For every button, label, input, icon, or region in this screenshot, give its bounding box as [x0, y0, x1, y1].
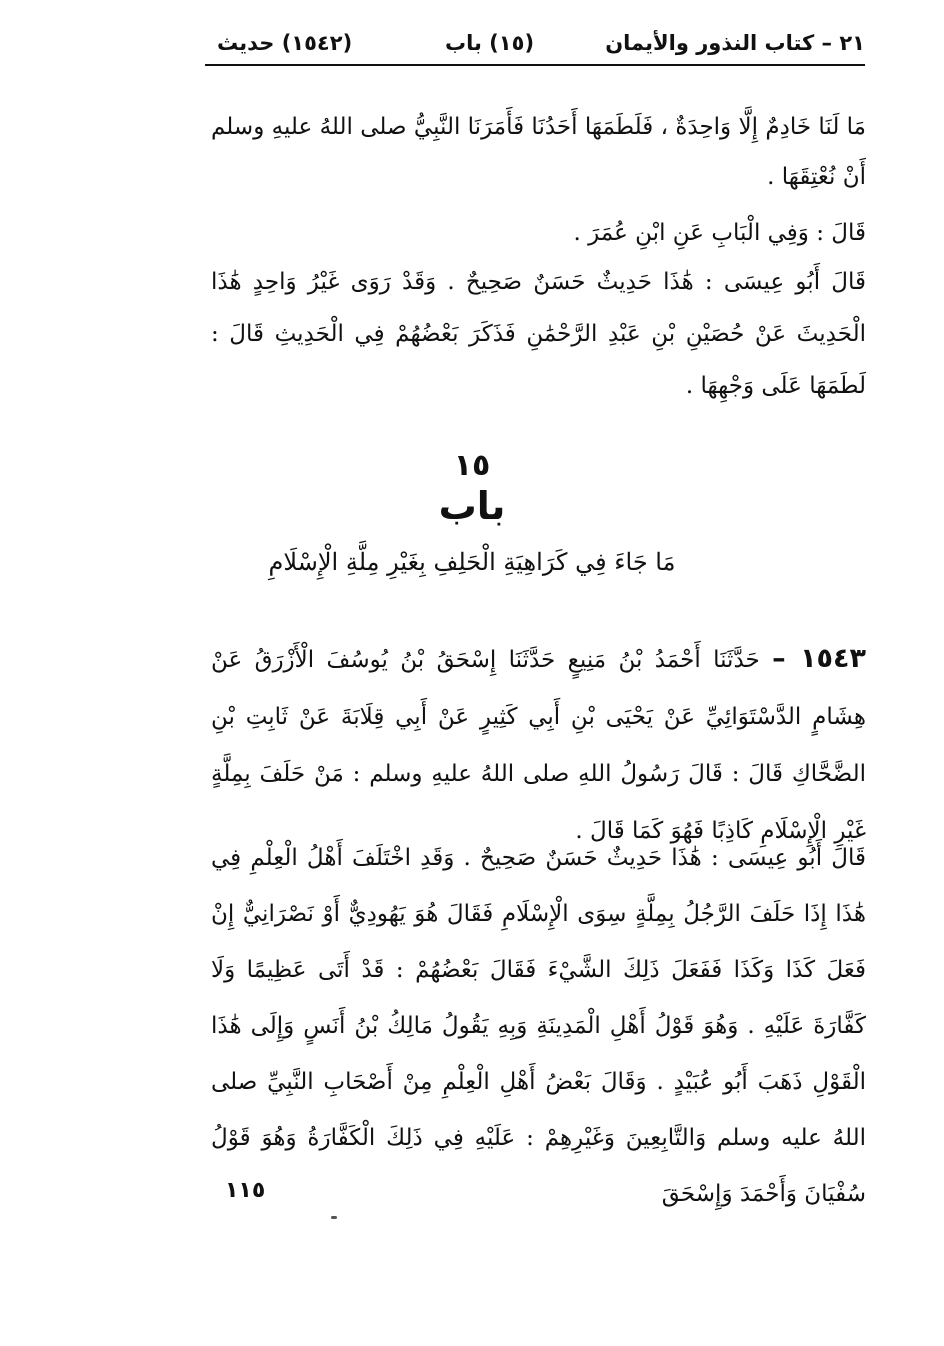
ink-speck: [331, 1216, 337, 1219]
commentary-paragraph: قَالَ أَبُو عِيسَى : هَٰذَا حَدِيثٌ حَسَنٌ صَحِيحٌ . وَقَدِ اخْتَلَفَ أَهْلُ الْعِلْمِ فِي هَٰذَا إِذَا حَلَفَ الرَّجُلُ بِمِلَّةٍ سِوَى الْإِسْلَامِ فَقَالَ هُوَ يَهُودِيٌّ أَوْ نَصْرَانِيٌّ إِنْ فَعَلَ كَذَا وَكَذَا فَفَعَلَ ذَلِكَ الشَّيْءَ فَقَالَ بَعْضُهُمْ : قَدْ أَتَى عَظِيمًا وَلَا كَفَّارَةَ عَلَيْهِ . وَهُوَ قَوْلُ أَهْلِ الْمَدِينَةِ وَبِهِ يَقُولُ مَالِكُ بْنُ أَنَسٍ وَإِلَى هَٰذَا الْقَوْلِ ذَهَبَ أَبُو عُبَيْدٍ . وَقَالَ بَعْضُ أَهْلِ الْعِلْمِ مِنْ أَصْحَابِ النَّبِيِّ صلى اللهُ عليه وسلم وَالتَّابِعِينَ وَغَيْرِهِمْ : عَلَيْهِ فِي ذَلِكَ الْكَفَّارَةُ وَهُوَ قَوْلُ سُفْيَانَ وَأَحْمَدَ وَإِسْحَقَ: [211, 845, 866, 1207]
hadith-text: حَدَّثَنَا أَحْمَدُ بْنُ مَنِيعٍ حَدَّثَنَا إِسْحَقُ بْنُ يُوسُفَ الْأَزْرَقُ عَنْ هِشَامٍ الدَّسْتَوَائِيِّ عَنْ يَحْيَى بْنِ أَبِي كَثِيرٍ عَنْ أَبِي قِلَابَةَ عَنْ ثَابِتِ بْنِ الضَّحَّاكِ قَالَ : قَالَ رَسُولُ اللهِ صلى اللهُ عليهِ وسلم : مَنْ حَلَفَ بِمِلَّةٍ غَيْرِ الْإِسْلَامِ كَاذِبًا فَهُوَ كَمَا قَالَ .: [211, 647, 866, 844]
section-subtitle: مَا جَاءَ فِي كَرَاهِيَةِ الْحَلِفِ بِغَيْرِ مِلَّةِ الْإِسْلَامِ: [268, 548, 676, 576]
running-header: [205, 28, 865, 62]
paragraph-2: قَالَ : وَفِي الْبَابِ عَنِ ابْنِ عُمَرَ .: [573, 220, 866, 246]
page-number: ١١٥: [225, 1178, 266, 1203]
header-chapter: ٢١ – كتاب النذور والأيمان: [605, 31, 865, 55]
hadith-paragraph: [211, 630, 866, 860]
header-hadith-number: (١٥٤٢) حديث: [217, 31, 353, 55]
hadith-number: ١٥٤٣ –: [772, 643, 866, 674]
paragraph-3: قَالَ أَبُو عِيسَى : هَٰذَا حَدِيثٌ حَسَنٌ صَحِيحٌ . وَقَدْ رَوَى غَيْرُ وَاحِدٍ هَٰذَا الْحَدِيثَ عَنْ حُصَيْنِ بْنِ عَبْدِ الرَّحْمَٰنِ فَذَكَرَ بَعْضُهُمْ فِي الْحَدِيثِ قَالَ : لَطَمَهَا عَلَى وَجْهِهَا .: [211, 269, 866, 399]
header-rule: [205, 64, 865, 66]
header-bab: (١٥) باب: [445, 31, 535, 55]
paragraph-1: مَا لَنَا خَادِمٌ إِلَّا وَاحِدَةٌ ، فَلَطَمَهَا أَحَدُنَا فَأَمَرَنَا النَّبِيُّ صلى اللهُ عليهِ وسلم أَنْ نُعْتِقَهَا .: [211, 114, 866, 190]
section-title: باب: [438, 484, 506, 528]
section-number: ١٥: [453, 448, 491, 483]
